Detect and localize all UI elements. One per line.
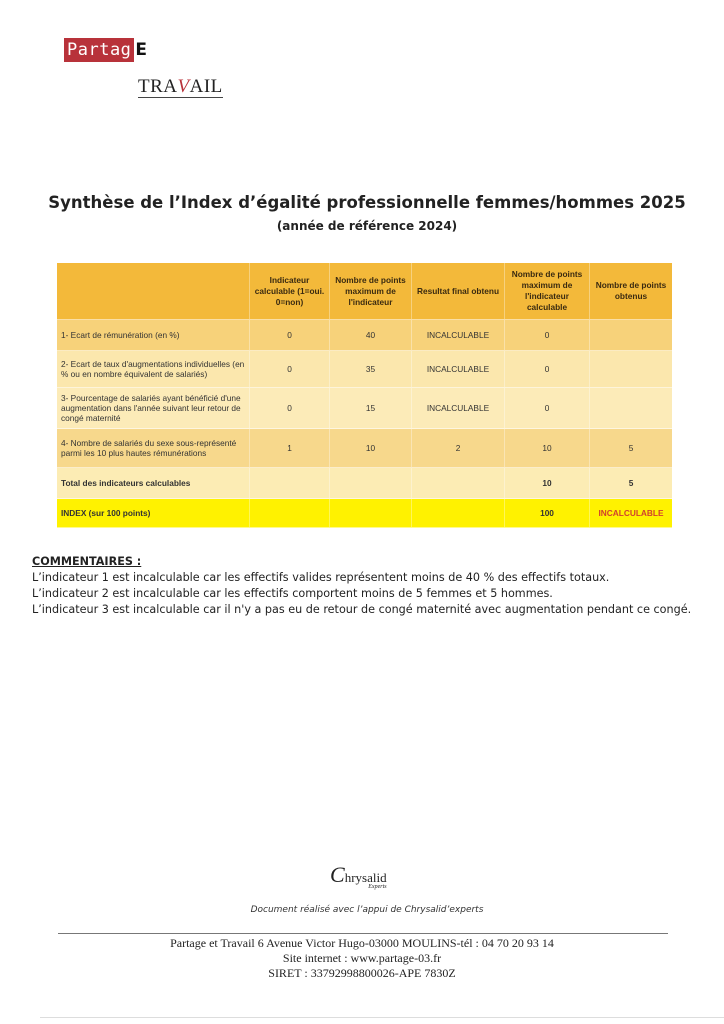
comments-heading: COMMENTAIRES : bbox=[32, 555, 142, 568]
table-cell bbox=[330, 468, 412, 498]
table-cell: 0 bbox=[250, 320, 330, 350]
travail-logo-v: V bbox=[177, 76, 190, 97]
column-header bbox=[57, 263, 250, 319]
comment-line: L’indicateur 3 est incalculable car il n'y a pas eu de retour de congé maternité avec augmentation pendant ce congé. bbox=[32, 603, 692, 616]
table-cell: 0 bbox=[250, 388, 330, 428]
table-cell: INCALCULABLE bbox=[412, 351, 505, 387]
column-header: Nombre de points maximum de l'indicateur bbox=[330, 263, 412, 319]
table-cell: 0 bbox=[505, 388, 590, 428]
partage-logo bbox=[64, 38, 147, 62]
partage-logo-box: Partag bbox=[64, 38, 134, 62]
total-label: Total des indicateurs calculables bbox=[57, 468, 250, 498]
indicator-label: 4- Nombre de salariés du sexe sous-représenté parmi les 10 plus hautes rémunérations bbox=[57, 429, 250, 467]
comment-line: L’indicateur 1 est incalculable car les effectifs valides représentent moins de 40 % des effectifs totaux. bbox=[32, 571, 610, 584]
total-max-points: 10 bbox=[505, 468, 590, 498]
chrysalid-logo-name: hrysalid bbox=[344, 870, 387, 885]
page-title: Synthèse de l’Index d’égalité professionnelle femmes/hommes 2025 bbox=[48, 193, 686, 212]
table-cell bbox=[250, 499, 330, 527]
table-cell: 5 bbox=[628, 443, 634, 453]
index-max-points: 100 bbox=[505, 499, 590, 527]
indicator-label: 1- Ecart de rémunération (en %) bbox=[57, 320, 250, 350]
table-cell: 0 bbox=[505, 351, 590, 387]
table-cell: 0 bbox=[250, 351, 330, 387]
index-label: INDEX (sur 100 points) bbox=[57, 499, 250, 527]
comments-section bbox=[32, 554, 692, 618]
travail-logo-left: TRA bbox=[138, 76, 178, 97]
table-cell: INCALCULABLE bbox=[412, 388, 505, 428]
footer-siret: SIRET : 33792998800026-APE 7830Z bbox=[268, 966, 456, 980]
travail-logo bbox=[138, 78, 223, 98]
total-row bbox=[57, 468, 672, 499]
table-cell bbox=[250, 468, 330, 498]
page-bottom-edge bbox=[40, 1017, 724, 1018]
page-subtitle: (année de référence 2024) bbox=[276, 219, 458, 233]
partage-logo-tail: E bbox=[135, 40, 148, 60]
table-cell: 2 bbox=[412, 429, 505, 467]
travail-logo-right: AIL bbox=[189, 76, 223, 97]
support-note: Document réalisé avec l’appui de Chrysalid’experts bbox=[250, 905, 484, 915]
footer-divider bbox=[58, 933, 668, 934]
table-cell: 10 bbox=[330, 429, 412, 467]
table-row bbox=[57, 351, 672, 388]
footer bbox=[0, 936, 724, 981]
total-points-obtained: 5 bbox=[628, 478, 634, 488]
chrysalid-logo-initial: C bbox=[330, 862, 345, 887]
indicator-label: 3- Pourcentage de salariés ayant bénéficié d'une augmentation dans l'année suivant leur retour de congé maternité bbox=[57, 388, 250, 428]
table-cell: 1 bbox=[250, 429, 330, 467]
table-cell bbox=[412, 499, 505, 527]
column-header: Resultat final obtenu bbox=[412, 263, 505, 319]
table-cell bbox=[412, 468, 505, 498]
table-cell: 15 bbox=[330, 388, 412, 428]
table-cell: 40 bbox=[330, 320, 412, 350]
index-summary-table bbox=[57, 263, 672, 528]
table-cell: 35 bbox=[330, 351, 412, 387]
table-row bbox=[57, 320, 672, 351]
column-header: Nombre de points obtenus bbox=[595, 280, 667, 301]
table-row bbox=[57, 429, 672, 468]
table-cell bbox=[590, 388, 672, 428]
chrysalid-logo-sub: Experts bbox=[368, 884, 387, 890]
table-cell bbox=[330, 499, 412, 527]
comment-line: L’indicateur 2 est incalculable car les effectifs comportent moins de 5 femmes et 5 hommes. bbox=[32, 587, 553, 600]
table-header-row bbox=[57, 263, 672, 320]
table-cell: INCALCULABLE bbox=[412, 320, 505, 350]
footer-address: Partage et Travail 6 Avenue Victor Hugo-03000 MOULINS-tél : 04 70 20 93 14 bbox=[170, 936, 554, 950]
table-row bbox=[57, 388, 672, 429]
chrysalid-logo bbox=[330, 862, 387, 890]
table-cell bbox=[590, 351, 672, 387]
table-cell bbox=[590, 320, 672, 350]
column-header: Indicateur calculable (1=oui. 0=non) bbox=[250, 263, 330, 319]
index-row bbox=[57, 499, 672, 528]
indicator-label: 2- Ecart de taux d'augmentations individuelles (en % ou en nombre équivalent de salariés) bbox=[57, 351, 250, 387]
table-cell: 0 bbox=[505, 320, 590, 350]
table-cell: 10 bbox=[505, 429, 590, 467]
column-header: Nombre de points maximum de l'indicateur calculable bbox=[505, 263, 590, 319]
footer-website: Site internet : www.partage-03.fr bbox=[282, 951, 442, 965]
index-result: INCALCULABLE bbox=[598, 508, 664, 518]
